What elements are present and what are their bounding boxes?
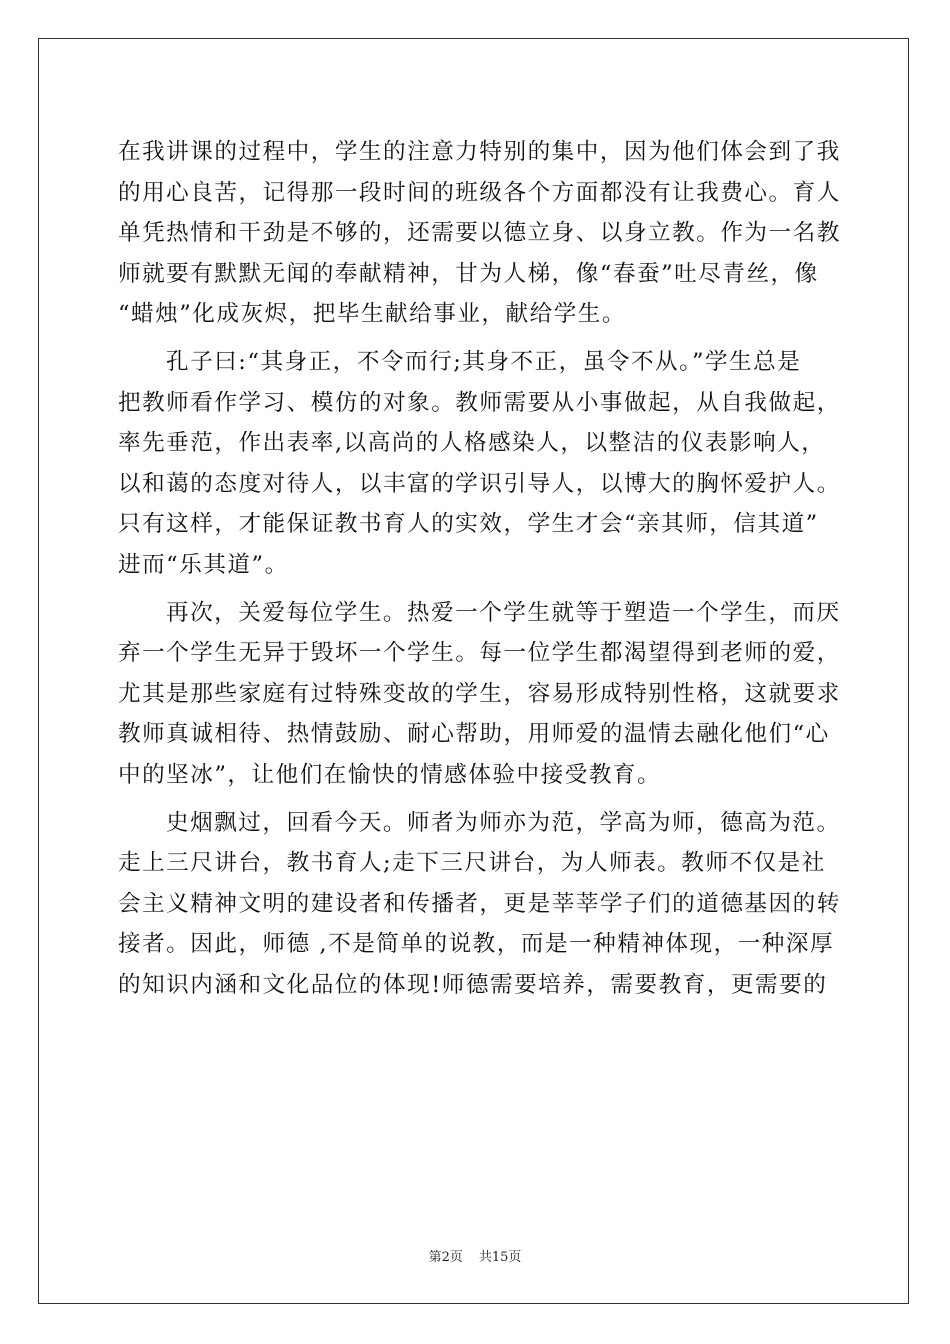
text-line: 接者。因此，师德 ,不是简单的说教，而是一种精神体现，一种深厚 <box>118 931 835 958</box>
text-line: 中的坚冰”，让他们在愉快的情感体验中接受教育。 <box>118 761 662 788</box>
text-line: 史烟飘过，回看今天。师者为师亦为范，学高为师，德高为范。 <box>166 809 841 836</box>
text-line: 率先垂范，作出表率,以高尚的人格感染人，以整洁的仪表影响人， <box>118 430 826 457</box>
text-line: 以和蔼的态度对待人，以丰富的学识引导人，以博大的胸怀爱护人。 <box>118 470 841 497</box>
text-line: 只有这样，才能保证教书育人的实效，学生才会“亲其师，信其道” <box>118 511 819 538</box>
text-line: 的用心良苦，记得那一段时间的班级各个方面都没有让我费心。育人 <box>118 179 841 206</box>
text-line: 把教师看作学习、模仿的对象。教师需要从小事做起，从自我做起， <box>118 389 841 416</box>
text-line: “蜡烛”化成灰烬，把毕生献给事业，献给学生。 <box>118 301 626 328</box>
document-body <box>118 132 841 1005</box>
text-line: 尤其是那些家庭有过特殊变故的学生，容易形成特别性格，这就要求 <box>118 680 841 707</box>
text-line: 的知识内涵和文化品位的体现!师德需要培养，需要教育，更需要的 <box>118 971 828 998</box>
text-line: 在我讲课的过程中，学生的注意力特别的集中，因为他们体会到了我 <box>118 139 841 165</box>
page-number: 第2页 <box>428 1250 463 1265</box>
text-line: 教师真诚相待、热情鼓励、耐心帮助，用师爱的温情去融化他们“心 <box>118 721 830 748</box>
text-line: 单凭热情和干劲是不够的，还需要以德立身、以身立教。作为一名教 <box>118 220 841 247</box>
text-line: 孔子曰:“其身正，不令而行;其身不正，虽令不从。”学生总是 <box>166 348 802 375</box>
text-line: 弃一个学生无异于毁坏一个学生。每一位学生都渴望得到老师的爱， <box>118 640 841 667</box>
text-line: 进而“乐其道”。 <box>118 551 289 578</box>
text-line: 走上三尺讲台，教书育人;走下三尺讲台，为人师表。教师不仅是社 <box>118 850 826 877</box>
text-line: 再次，关爱每位学生。热爱一个学生就等于塑造一个学生，而厌 <box>166 599 841 626</box>
page-total: 共15页 <box>478 1250 522 1265</box>
text-line: 师就要有默默无闻的奉献精神，甘为人梯，像“春蚕”吐尽青丝，像 <box>118 260 819 287</box>
page-footer <box>0 1246 950 1265</box>
text-line: 会主义精神文明的建设者和传播者，更是莘莘学子们的道德基因的转 <box>118 890 841 917</box>
